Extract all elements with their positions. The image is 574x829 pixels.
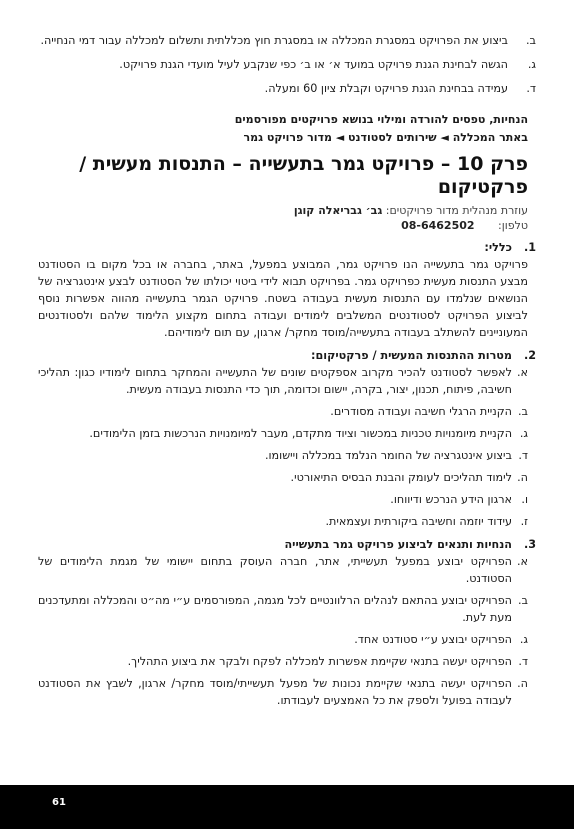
page-footer — [0, 785, 574, 829]
list-item — [38, 80, 536, 97]
list-marker: ו. — [521, 493, 528, 506]
list-marker: א. — [516, 555, 528, 568]
list-text: הקניית הרגלי חשיבה ועבודה מסודרים. — [330, 405, 512, 418]
list-text: הקניית מיומנויות טכניות במכשור וציוד מתקדם, מעבר למיומנויות הנרכשות בזמן הלימודים. — [89, 427, 512, 440]
page-number: 61 — [52, 797, 66, 808]
list-text: לימוד תהליכים לעומק והבנת הבסיס התיאורטי. — [290, 471, 512, 484]
list-marker: ג. — [519, 427, 528, 440]
list-text: עמידה בבחינת הגנת פרויקט וקבלת ציון 60 ומעלה. — [264, 82, 508, 95]
section-heading — [38, 347, 536, 364]
list-item — [38, 513, 528, 530]
phone-label: טלפון: — [498, 219, 528, 232]
list-item — [38, 491, 528, 508]
section-number: 2. — [523, 349, 536, 362]
list-marker: ב. — [517, 405, 528, 418]
list-item — [38, 631, 528, 648]
list-text: ביצוע את הפרויקט במסגרת המכללה או במסגרת חוץ מכללתית ותשלום למכללה עבור דמי הנחייה. — [40, 34, 508, 47]
list-marker: א. — [516, 366, 528, 379]
section-title: מטרות ההתנסות המעשית / פרקטיקום: — [311, 349, 512, 362]
list-marker: ה. — [517, 471, 528, 484]
section-heading — [38, 536, 536, 553]
list-marker: ה. — [517, 677, 528, 690]
staff-name: גב׳ גבריאלה קוגן — [293, 204, 383, 217]
list-item — [38, 32, 536, 49]
list-text: הפרויקט יעשה בתנאי שקיימת נכונות של מפעל תעשייתי/מוסד מחקר/ ארגון, לשבץ את הסטודנט לעבודה בפועל ולספק את כל האמצעים לעבודתו. — [38, 677, 512, 707]
list-marker: ז. — [520, 515, 528, 528]
section-title: כללי: — [484, 241, 512, 254]
section-number: 3. — [523, 538, 536, 551]
top-list — [38, 32, 536, 97]
phone-number: 08-6462502 — [401, 219, 475, 232]
list-text: ארגון הידע הנרכש ודיווחו. — [390, 493, 512, 506]
list-marker: ד. — [518, 655, 528, 668]
staff-role: עוזרת מנהלית מדור פרויקטים: — [385, 204, 528, 217]
list-item — [38, 592, 528, 626]
guides-line-1: הנחיות, טפסים להורדה ומילוי בנושא פרויקטים מפורסמים — [234, 113, 528, 126]
list-marker: ב. — [525, 34, 536, 47]
list-item — [38, 553, 528, 587]
guides-line-2: באתר המכללה ◄ שירותים לסטודנט ◄ מדור פרויקט גמר — [243, 131, 528, 144]
list-text: הפרויקט יבוצע במפעל תעשייתי, אתר, חברה העוסק בתחום יישומי של מגמת הלימודים של הסטודנט. — [38, 555, 512, 585]
list-text: הפרויקט יעשה בתנאי שקיימת אפשרות למכללה לפקח ולבקר את ביצוע התהליך. — [127, 655, 512, 668]
list-marker: ג. — [519, 633, 528, 646]
page-content — [38, 32, 536, 714]
list-text: הפרויקט יבוצע ע״י סטודנט אחד. — [354, 633, 512, 646]
list-marker: ב. — [517, 594, 528, 607]
list-text: ביצוע אינטגרציה של החומר הנלמד במכללה ויישומו. — [264, 449, 512, 462]
list-item — [38, 56, 536, 73]
guides-note — [38, 111, 528, 147]
list-item — [38, 425, 528, 442]
list-text: לאפשר לסטודנט להכיר מקרוב אספקטים שונים של התעשייה והמחקר בתחום לימודיו כגון: תהליכי חשיבה, פיתוח, תכנון, יצור, בקרה, יישום וכדומה, תוך כדי התנסות בעבודה מעשית. — [38, 366, 512, 396]
chapter-title: פרק 10 – פרויקט גמר בתעשייה – התנסות מעשית / פרקטיקום — [79, 153, 528, 198]
list-item — [38, 469, 528, 486]
section-paragraph: פרויקט גמר בתעשייה הנו פרויקט גמר, המבוצע במפעל, באתר, בחברה או בכל מקום בו הסטודנט מבצע התנסות מעשית כפרויקט גמר. בפרויקט תבוא לידי ביטוי יכולתו של הסטודנט לבצע אינטגרציה של הנושאים שנלמדו עם התנסות מעשית בעבודה בשטח. פרויקט הגמר בתעשייה מהווה אפשרות נוסף לביצוע הפרויקט לסטודנטים המשלבים לימודים ועבודה בתחום מקצוע הלימוד שלהם ולסטודנטים המעוניינים להשתלב בעבודה בתעשייה/מוסד מחקר/ ארגון, עם תום לימודיהם. — [38, 258, 528, 339]
list-item — [38, 403, 528, 420]
list-text: עידוד יוזמה וחשיבה ביקורתית ועצמאית. — [325, 515, 512, 528]
section-title: הנחיות ותנאים לביצוע פרויקט גמר בתעשייה — [284, 538, 512, 551]
section-number: 1. — [523, 241, 536, 254]
list-marker: ד. — [518, 449, 528, 462]
list-item — [38, 675, 528, 709]
list-marker: ג. — [527, 58, 536, 71]
goals-list — [38, 364, 528, 530]
list-item — [38, 364, 528, 398]
staff-contact — [38, 203, 528, 233]
conditions-list — [38, 553, 528, 709]
section-heading — [38, 239, 536, 256]
list-text: הגשה לבחינת הגנת פרויקט במועד א׳ או ב׳ כפי שנקבע לעיל מועדי הגנת פרויקט. — [119, 58, 508, 71]
list-text: הפרויקט יבוצע בהתאם לנהלים הרלוונטיים לכל מגמה, המפורסמים ע״י מה״ט והמכללה ומתעדכנים מעת לעת. — [38, 594, 512, 624]
list-marker: ד. — [526, 82, 536, 95]
list-item — [38, 653, 528, 670]
list-item — [38, 447, 528, 464]
